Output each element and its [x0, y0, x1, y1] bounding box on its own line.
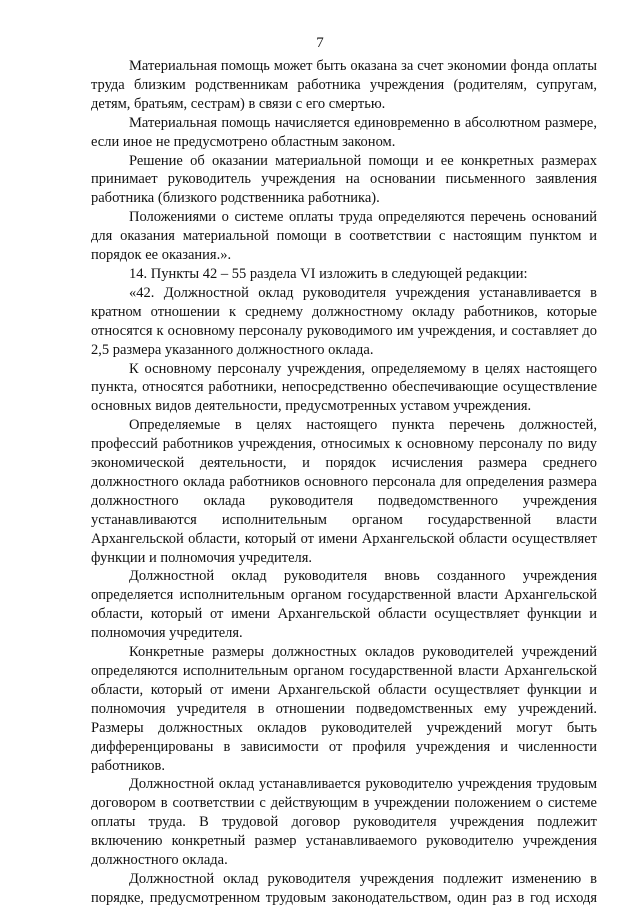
document-body	[91, 57, 597, 908]
paragraph-main-staff: К основному персоналу учреждения, определяемому в целях настоящего пункта, относятся работники, непосредственно обеспечивающие осуществление основных видов деятельности, предусмотренных уставом учреждения.	[91, 360, 597, 415]
paragraph-specific-salary-sizes: Конкретные размеры должностных окладов руководителей учреждений определяются исполнительным органом государственной власти Архангельской области, который от имени Архангельской области осуществляет функции и полномочия учредителя в отношении подведомственных ему учреждений. Размеры должностных окладов руководителей учреждений могут быть дифференцированы в зависимости от профиля учреждения и численности работников.	[91, 644, 597, 774]
paragraph-salary-change: Должностной оклад руководителя учреждения подлежит изменению в порядке, предусмотренном трудовым законодательством, один раз в год исходя	[91, 870, 597, 906]
paragraph-new-institution-salary: Должностной оклад руководителя вновь созданного учреждения определяется исполнительным органом государственной власти Архангельской области, который от имени Архангельской области осуществляет функции и полномочия учредителя.	[91, 568, 597, 642]
paragraph-employment-contract: Должностной оклад устанавливается руководителю учреждения трудовым договором в соответствии с действующим в учреждении положением о системе оплаты труда. В трудовой договор руководителя учреждения подлежит включению конкретный размер устанавливаемого руководителю учреждения должностного оклада.	[91, 776, 597, 869]
paragraph-material-aid-relatives: Материальная помощь может быть оказана за счет экономии фонда оплаты труда близким родственникам работника учреждения (родителям, супругам, детям, братьям, сестрам) в связи с его смертью.	[91, 58, 597, 112]
paragraph-item-42: «42. Должностной оклад руководителя учреждения устанавливается в кратном отношении к среднему должностному окладу работников, которые относятся к основному персоналу руководимого им учреждения, и составляет до 2,5 размера указанного должностного оклада.	[91, 284, 597, 358]
page-number: 7	[316, 35, 324, 51]
paragraph-material-aid-lump-sum: Материальная помощь начисляется единовременно в абсолютном размере, если иное не предусмотрено областным законом.	[91, 114, 597, 150]
paragraph-material-aid-regulations: Положениями о системе оплаты труда определяются перечень оснований для оказания материальной помощи в соответствии с настоящим пунктом и порядок ее оказания.».	[91, 209, 597, 264]
paragraph-main-staff-list: Определяемые в целях настоящего пункта перечень должностей, профессий работников учреждения, относимых к основному персоналу по виду экономической деятельности, и порядок исчисления размера среднего должностного оклада работников основного персонала для определения размера должностного оклада руководителя подведомственного учреждения устанавливаются исполнительным органом государственной власти Архангельской области, который от имени Архангельской области осуществляет функции и полномочия учредителя.	[91, 417, 597, 566]
paragraph-item-14: 14. Пункты 42 – 55 раздела VI изложить в следующей редакции:	[129, 265, 528, 282]
paragraph-material-aid-decision: Решение об оказании материальной помощи и ее конкретных размерах принимает руководитель учреждения на основании письменного заявления работника (близкого родственника работника).	[91, 152, 597, 207]
